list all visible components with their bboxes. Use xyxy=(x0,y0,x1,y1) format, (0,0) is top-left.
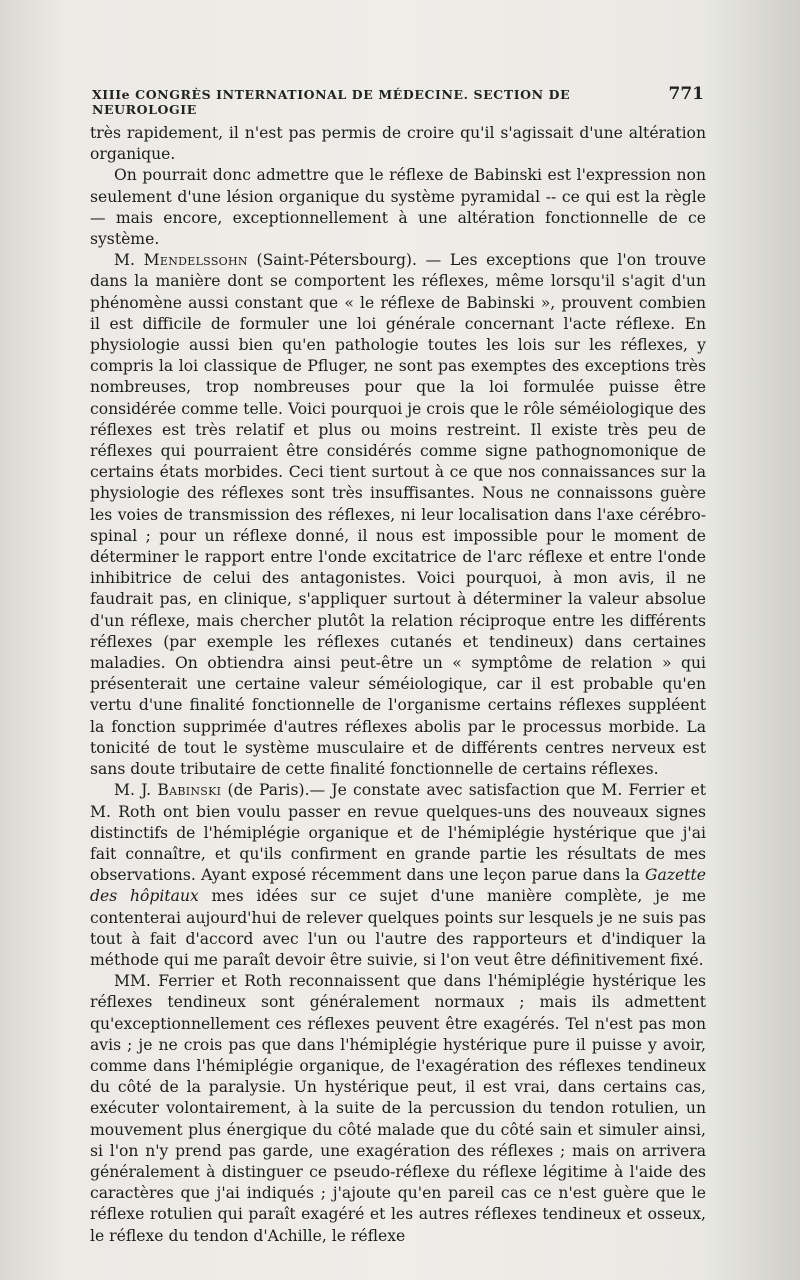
paragraph-text: très rapidement, il n'est pas permis de croire qu'il s'agissait d'une altération organique. xyxy=(90,124,706,164)
speaker-prefix: M. xyxy=(114,251,144,270)
paragraph-text: (de Paris).— Je constate avec satisfaction que M. Ferrier et M. Roth ont bien voulu passer en revue quelques-uns des nouveaux signes distinctifs de l'hémiplégie organique et de l'hémiplégie hystérique que j'ai fait connaître, et qu'ils confirment en grande partie les résultats de mes observations. Ayant exposé récemment dans une leçon parue dans la xyxy=(90,781,706,885)
paragraph-text: mes idées sur ce sujet d'une manière complète, je me contenterai aujourd'hui de relever quelques points sur lesquels je ne suis pas tout à fait d'accord avec l'un ou l'autre des rapporteurs et d'indiquer la méthode qui me paraît devoir être suivie, si l'on veut être définitivement fixé. xyxy=(90,887,706,969)
speaker-name: Mendelssohn xyxy=(143,251,248,270)
paragraph-mendelssohn xyxy=(90,250,706,780)
paragraph-babinski xyxy=(90,780,706,971)
speaker-name: Babinski xyxy=(157,781,222,800)
speaker-prefix: M. J. xyxy=(114,781,158,800)
paragraph-text: MM. Ferrier et Roth reconnaissent que dans l'hémiplégie hystérique les réflexes tendineux sont généralement normaux ; mais ils admettent qu'exceptionnellement ces réflexes peuvent être exagérés. Tel n'est pas mon avis ; je ne crois pas que dans l'hémiplégie hystérique pure il puisse y avoir, comme dans l'hémiplégie organique, de l'exagération des réflexes tendineux du côté de la paralysie. Un hystérique peut, il est vrai, dans certains cas, exécuter volontairement, à la suite de la percussion du tendon rotulien, un mouvement plus énergique du côté malade que du côté sain et simuler ainsi, si l'on n'y prend pas garde, une exagération des réflexes ; mais on arrivera généralement à distinguer ce pseudo-réflexe du réflexe légitime à l'aide des caractères que j'ai indiqués ; j'ajoute qu'en pareil cas ce n'est guère que le réflexe rotulien qui paraît exagéré et les autres réflexes tendineux et osseux, le réflexe du tendon d'Achille, le réflexe xyxy=(90,972,706,1245)
paragraph-text: On pourrait donc admettre que le réflexe de Babinski est l'expression non seulement d'une lésion organique du système pyramidal -- ce qui est la règle — mais encore, exceptionnellement à une altération fonctionnelle de ce système. xyxy=(90,166,706,249)
paragraph-continuation xyxy=(90,123,706,165)
running-header xyxy=(92,84,704,117)
journal-title: Gazette des hôpitaux xyxy=(90,866,706,906)
header-title: XIIIe CONGRÈS INTERNATIONAL DE MÉDECINE. SECTION DE NEUROLOGIE xyxy=(92,87,571,117)
page-body xyxy=(90,123,706,1247)
paragraph-text: (Saint-Pétersbourg). — Les exceptions que l'on trouve dans la manière dont se comportent les réflexes, même lorsqu'il s'agit d'un phénomène aussi constant que « le réflexe de Babinski », prouvent combien il est difficile de formuler une loi générale concernant l'acte réflexe. En physiologie aussi bien qu'en pathologie toutes les lois sur les réflexes, y compris la loi classique de Pfluger, ne sont pas exemptes des exceptions très nombreuses, trop nombreuses pour que la loi formulée puisse être considérée comme telle. Voici pourquoi je crois que le rôle séméiologique des réflexes est très relatif et plus ou moins restreint. Il existe très peu de réflexes qui pourraient être considérés comme signe pathognomonique de certains états morbides. Ceci tient surtout à ce que nos connaissances sur la physiologie des réflexes sont très insuffisantes. Nous ne connaissons guère les voies de transmission des réflexes, ni leur localisation dans l'axe cérébro-spinal ; pour un réflexe donné, il nous est impossible pour le moment de déterminer le rapport entre l'onde excitatrice de l'arc réflexe et entre l'onde inhibitrice de celui des antagonistes. Voici pourquoi, à mon avis, il ne faudrait pas, en clinique, s'appliquer surtout à déterminer la valeur absolue d'un réflexe, mais chercher plutôt la relation réciproque entre les différents réflexes (par exemple les réflexes cutanés et tendineux) dans certaines maladies. On obtiendra ainsi peut-être un « symptôme de relation » qui présenterait une certaine valeur séméiologique, car il est probable qu'en vertu d'une finalité fonctionnelle de l'organisme certains réflexes suppléent la fonction supprimée d'autres réflexes abolis par le processus morbide. La tonicité de tout le système musculaire et de différents centres nerveux est sans doute tributaire de cette finalité fonctionnelle de certains réflexes. xyxy=(90,251,707,779)
page-number: 771 xyxy=(668,84,704,104)
paragraph xyxy=(90,971,706,1247)
paragraph xyxy=(90,165,706,250)
